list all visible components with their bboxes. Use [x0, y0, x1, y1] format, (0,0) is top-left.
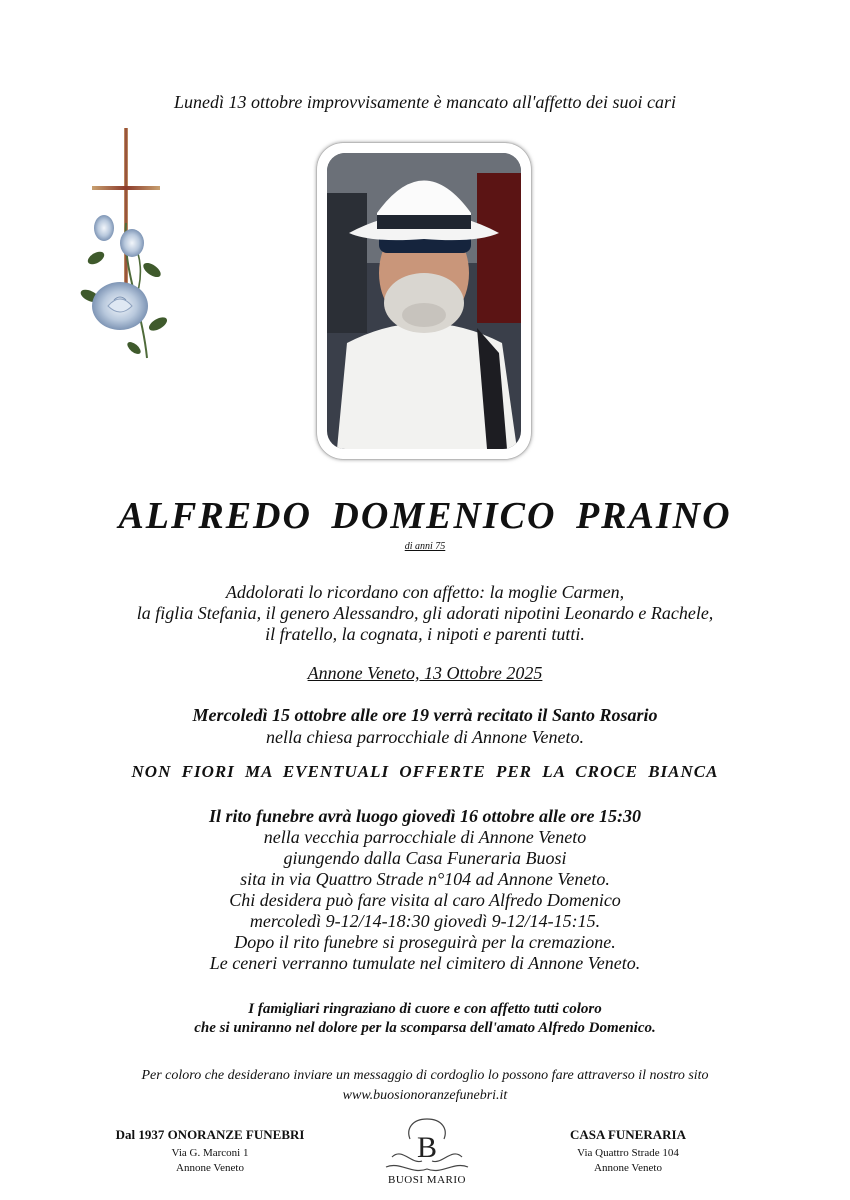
right-office-city: Annone Veneto — [594, 1162, 662, 1174]
funeral-line: sita in via Quattro Strade n°104 ad Annone Veneto. — [240, 869, 610, 889]
portrait-photo — [327, 153, 521, 449]
funeral-line: Le ceneri verranno tumulate nel cimitero di Annone Veneto. — [209, 953, 641, 973]
rosary-heading: Mercoledì 15 ottobre alle ore 19 verrà recitato il Santo Rosario — [192, 705, 658, 725]
funeral-line: Dopo il rito funebre si proseguirà per la cremazione. — [234, 932, 616, 952]
left-office-address: Via G. Marconi 1 — [171, 1147, 249, 1159]
buosi-logo — [382, 1117, 472, 1193]
mourners-line: la figlia Stefania, il genero Alessandro, gli adorati nipotini Leonardo e Rachele, — [136, 603, 714, 623]
photo-frame — [317, 143, 531, 459]
intro-text: Lunedì 13 ottobre improvvisamente è mancato all'affetto dei suoi cari — [174, 92, 676, 112]
deceased-age: di anni 75 — [404, 541, 446, 552]
deceased-name: ALFREDO DOMENICO PRAINO — [118, 495, 732, 537]
funeral-line: giungendo dalla Casa Funeraria Buosi — [283, 848, 567, 868]
funeral-line: Chi desidera può fare visita al caro Alfredo Domenico — [229, 890, 621, 910]
right-office-info — [528, 1127, 728, 1176]
mourners-line: Addolorati lo ricordano con affetto: la moglie Carmen, — [225, 582, 625, 602]
logo-letter: B — [416, 1131, 438, 1164]
mourners-line: il fratello, la cognata, i nipoti e parenti tutti. — [265, 624, 585, 644]
mourners-text — [0, 582, 850, 645]
logo-caption: BUOSI MARIO — [388, 1174, 466, 1186]
funeral-line: mercoledì 9-12/14-18:30 giovedì 9-12/14-15:15. — [249, 911, 601, 931]
place-date: Annone Veneto, 13 Ottobre 2025 — [307, 663, 543, 683]
left-office-city: Annone Veneto — [176, 1162, 244, 1174]
condolences-text — [0, 1066, 850, 1106]
funeral-announcement — [0, 806, 850, 974]
thanks-line: I famigliari ringraziano di cuore e con affetto tutti coloro — [248, 1001, 602, 1017]
rosary-announcement — [0, 704, 850, 748]
thanks-text — [0, 1000, 850, 1038]
funeral-heading: Il rito funebre avrà luogo giovedì 16 ottobre alle ore 15:30 — [209, 806, 641, 826]
left-office-info — [80, 1127, 340, 1176]
website-link[interactable]: www.buosionoranzefunebri.it — [342, 1088, 508, 1103]
condolences-line: Per coloro che desiderano inviare un messaggio di cordoglio lo possono fare attraverso il nostro sito — [141, 1068, 709, 1083]
logo-emblem-icon — [382, 1117, 472, 1177]
funeral-line: nella vecchia parrocchiale di Annone Veneto — [263, 827, 587, 847]
no-flowers-notice: NON FIORI MA EVENTUALI OFFERTE PER LA CROCE BIANCA — [131, 762, 719, 781]
thanks-line: che si uniranno nel dolore per la scomparsa dell'amato Alfredo Domenico. — [194, 1020, 656, 1036]
cross-roses-icon — [72, 128, 192, 378]
right-office-title: CASA FUNERARIA — [570, 1127, 686, 1142]
rosary-location: nella chiesa parrocchiale di Annone Veneto. — [266, 727, 584, 747]
right-office-address: Via Quattro Strade 104 — [577, 1147, 679, 1159]
cross-roses-decoration — [72, 128, 192, 378]
left-office-title: Dal 1937 ONORANZE FUNEBRI — [115, 1127, 305, 1142]
